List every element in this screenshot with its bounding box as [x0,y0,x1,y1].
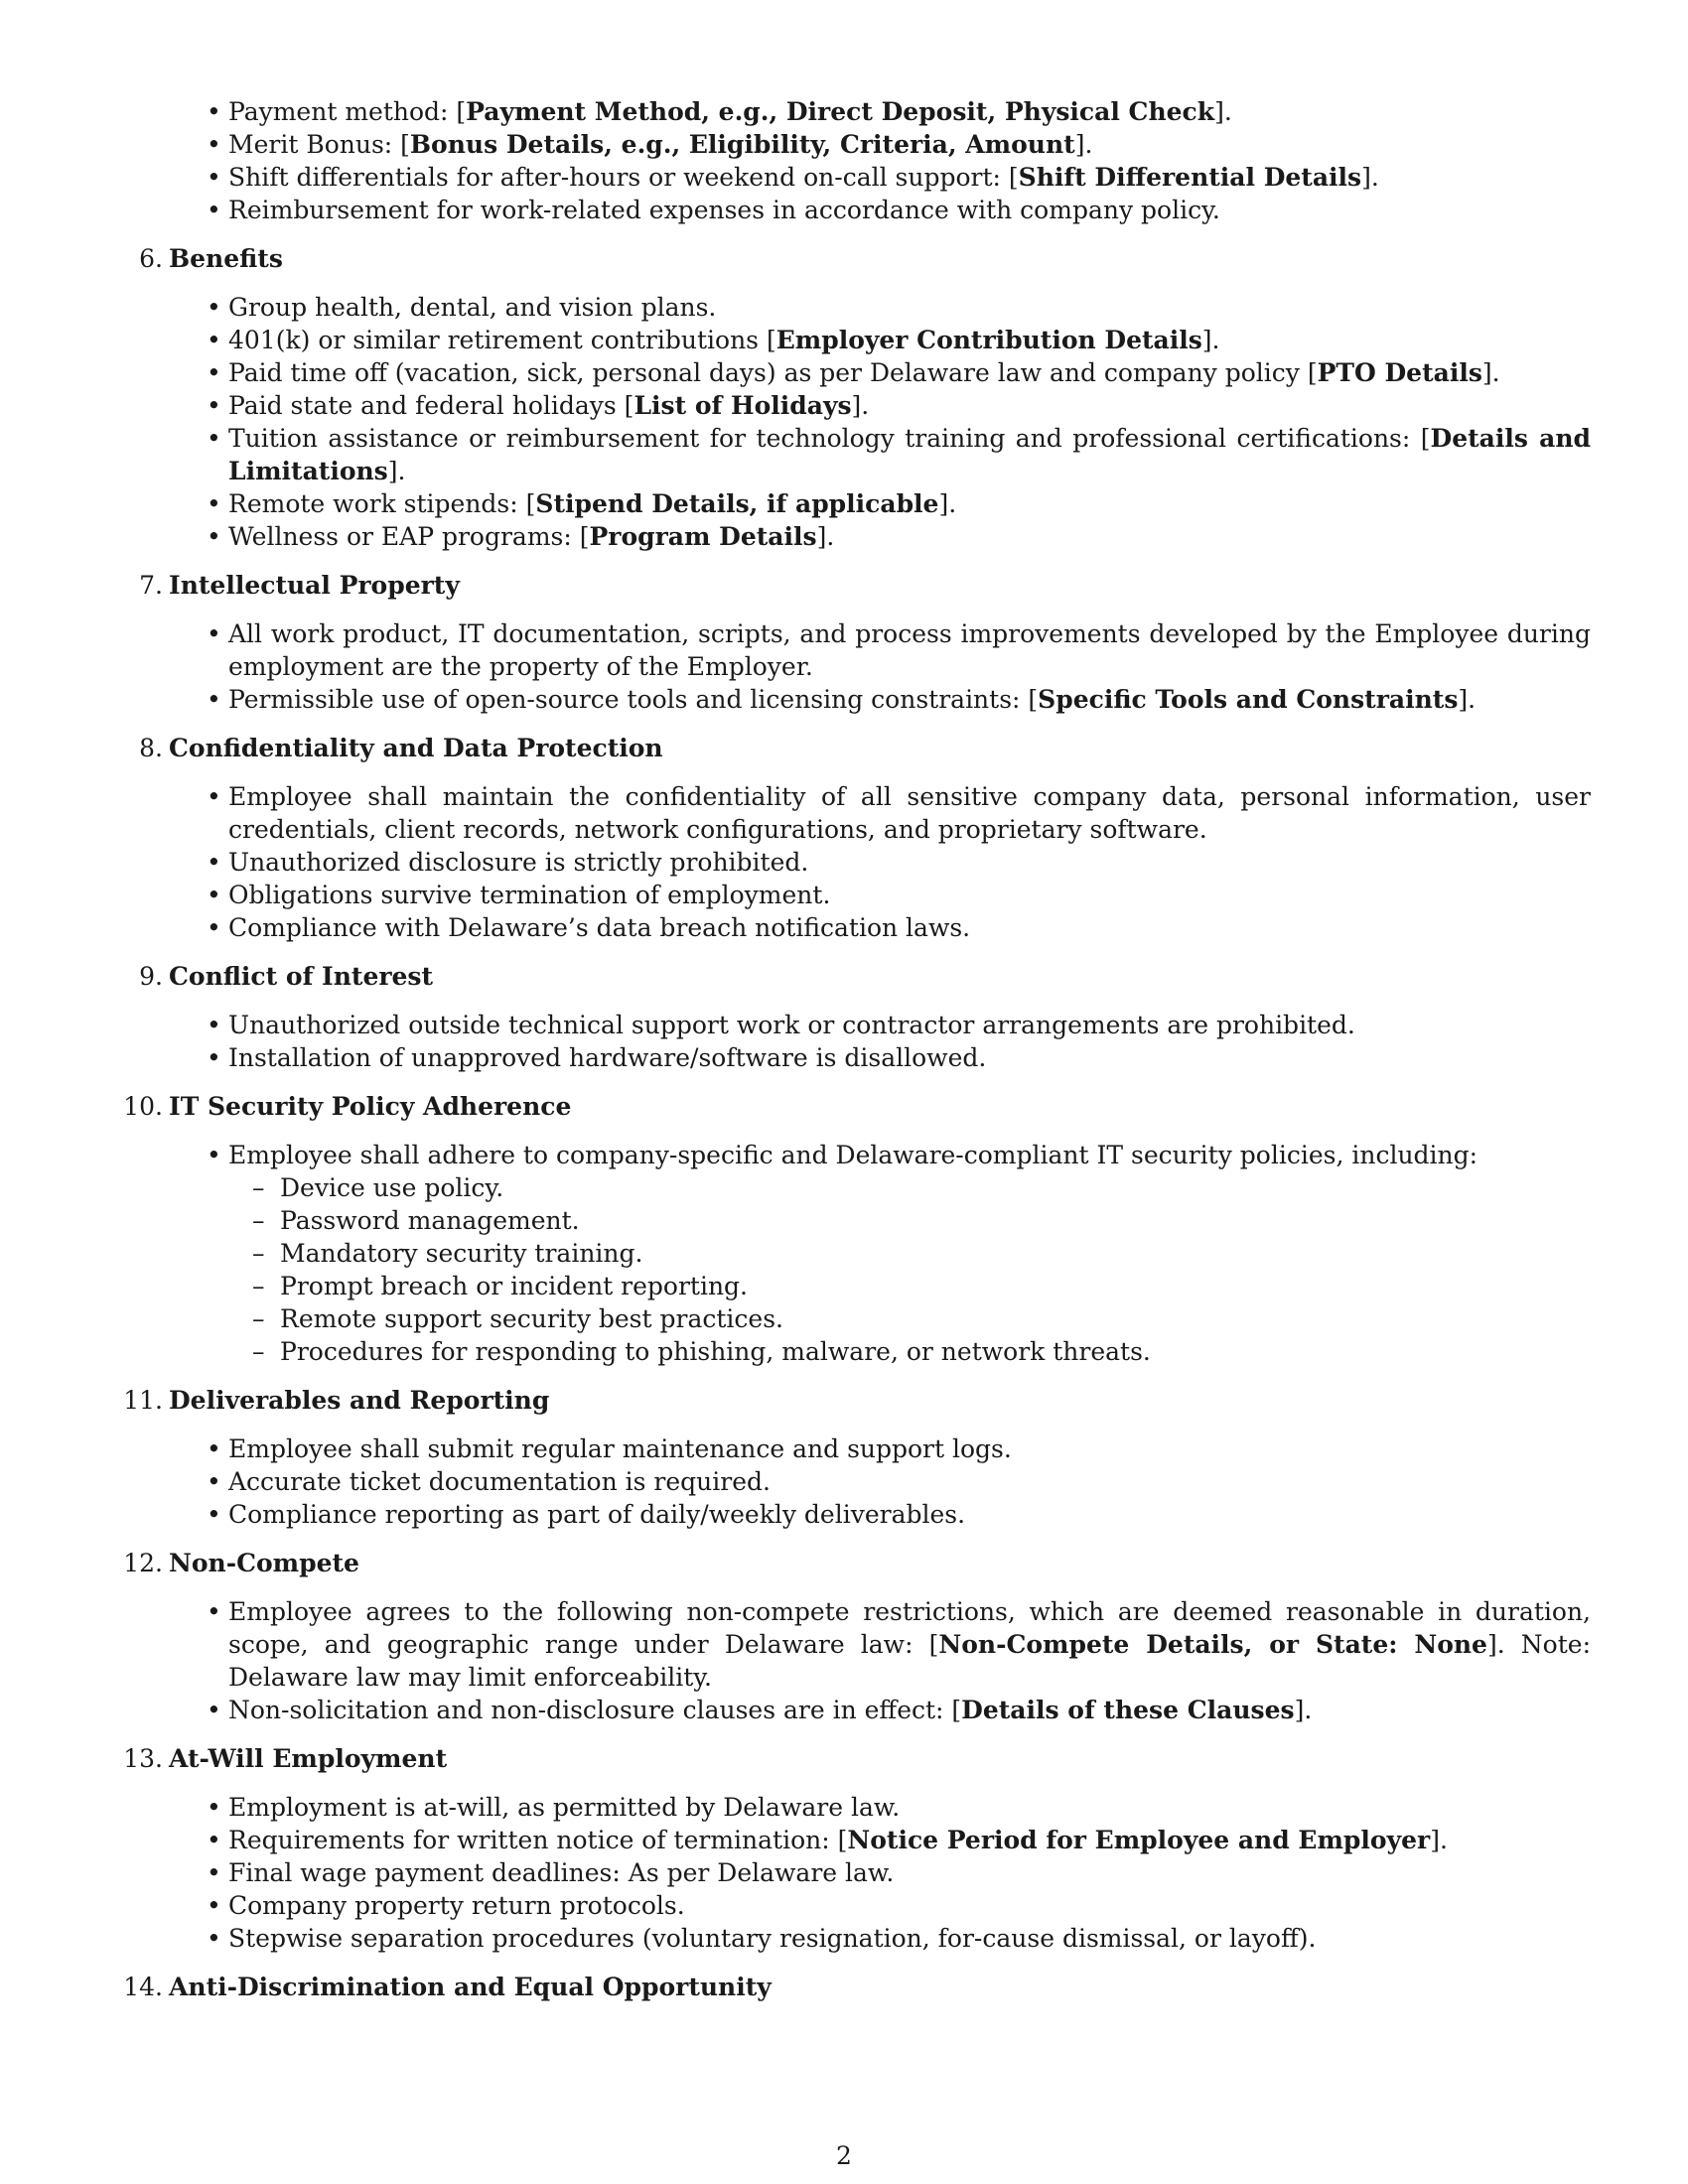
page-number: 2 [836,2141,852,2170]
item-text: Stepwise separation procedures (voluntary resignation, for-cause dismissal, or layoff). [228,1924,1317,1953]
item-text-end: ]. Note: Delaware law may limit enforceability. [228,1630,1591,1692]
placeholder-field: Non-Compete Details, or State: None [938,1630,1487,1659]
bullet-list [111,291,1591,553]
list-item [111,95,1591,128]
list-item [111,1498,1591,1531]
placeholder-field: Bonus Details, e.g., Eligibility, Criteria, Amount [409,130,1075,159]
intro-bullet-list [111,95,1591,226]
bullet-list [111,1139,1591,1368]
bullet-list [111,617,1591,716]
list-item [111,128,1591,161]
placeholder-field: Details and Limitations [228,424,1591,485]
item-text: Group health, dental, and vision plans. [228,293,717,322]
section-title: Confidentiality and Data Protection [169,734,663,762]
item-text-end: ]. [1201,326,1220,354]
list-item [111,1922,1591,1955]
sub-list-item: – Device use policy. [228,1171,1591,1204]
list-item [111,1041,1591,1074]
placeholder-field: List of Holidays [633,391,852,420]
section-heading [111,1384,1591,1417]
list-item [111,1856,1591,1889]
section-heading [111,1742,1591,1775]
item-text: Permissible use of open-source tools and licensing constraints: [ [228,685,1039,714]
bullet-list [111,1009,1591,1074]
section-number: 14 . [111,1971,163,2003]
section-title: Non-Compete [169,1549,359,1577]
item-text-end: ]. [1361,163,1379,192]
item-text: Employee shall submit regular maintenance and support logs. [228,1434,1012,1463]
item-text-end: ]. [387,457,406,485]
list-item [111,780,1591,846]
bullet-list [111,1595,1591,1726]
placeholder-field: PTO Details [1317,358,1482,387]
section-heading [111,960,1591,993]
list-item [111,194,1591,226]
section [111,1971,1591,2003]
list-item [111,1889,1591,1922]
list-item [111,161,1591,194]
item-text-end: ]. [1458,685,1477,714]
section-number: 8 . [111,732,163,764]
section-heading [111,1547,1591,1579]
item-text: Tuition assistance or reimbursement for technology training and professional certifications: [ [228,424,1431,453]
placeholder-field: Stipend Details, if applicable [535,489,939,518]
item-text: Company property return protocols. [228,1891,685,1920]
document-body [111,95,1591,2019]
item-text: Non-solicitation and non-disclosure clauses are in effect: [ [228,1696,962,1724]
placeholder-field: Payment Method, e.g., Direct Deposit, Physical Check [466,97,1215,126]
section-heading [111,1971,1591,2003]
item-text: Wellness or EAP programs: [ [228,522,590,551]
section-title: Conflict of Interest [169,962,434,991]
list-item [111,1465,1591,1498]
section-number: 11 . [111,1384,163,1417]
list-item [111,1139,1591,1368]
section [111,1547,1591,1726]
section-heading [111,1090,1591,1123]
section-heading [111,732,1591,764]
list-item [111,324,1591,356]
list-item [111,879,1591,911]
item-text: Accurate ticket documentation is required. [228,1467,771,1496]
list-item [111,487,1591,520]
list-item [111,1595,1591,1694]
bullet-list [111,1433,1591,1531]
item-text: Unauthorized disclosure is strictly prohibited. [228,848,809,877]
list-item [111,911,1591,944]
item-text-end: ]. [938,489,957,518]
placeholder-field: Shift Differential Details [1018,163,1362,192]
bullet-list [111,780,1591,944]
item-text: Requirements for written notice of termination: [ [228,1826,848,1854]
item-text: Reimbursement for work-related expenses in accordance with company policy. [228,196,1220,224]
item-text: Paid time off (vacation, sick, personal days) as per Delaware law and company policy [ [228,358,1318,387]
section [111,242,1591,553]
section-number: 13 . [111,1742,163,1775]
section-title: Deliverables and Reporting [169,1386,550,1415]
item-text: Unauthorized outside technical support work or contractor arrangements are prohibited. [228,1011,1355,1039]
section-number: 10 . [111,1090,163,1123]
list-item [111,520,1591,553]
sub-list-item: – Prompt breach or incident reporting. [228,1270,1591,1302]
item-text: Merit Bonus: [ [228,130,410,159]
sub-list-item: – Mandatory security training. [228,1237,1591,1270]
sub-list [228,1171,1591,1368]
item-text: Employee shall adhere to company-specific and Delaware-compliant IT security policies, including: [228,1141,1478,1169]
item-text-end: ]. [1430,1826,1448,1854]
item-text-end: ]. [1074,130,1093,159]
list-item [111,617,1591,683]
section [111,1384,1591,1531]
section-number: 9 . [111,960,163,993]
item-text-end: ]. [1294,1696,1313,1724]
item-text-end: ]. [1214,97,1232,126]
placeholder-field: Details of these Clauses [961,1696,1295,1724]
sub-list-item: – Procedures for responding to phishing, malware, or network threats. [228,1335,1591,1368]
section-title: At-Will Employment [169,1744,448,1773]
placeholder-field: Specific Tools and Constraints [1038,685,1459,714]
list-item [111,1433,1591,1465]
section-list [111,242,1591,2003]
item-text: All work product, IT documentation, scripts, and process improvements developed by the Employee during employment are the property of the Employer. [228,619,1591,681]
list-item [111,1791,1591,1824]
section [111,732,1591,944]
item-text: Compliance reporting as part of daily/weekly deliverables. [228,1500,966,1529]
section-heading [111,569,1591,602]
section [111,960,1591,1074]
section-title: Benefits [169,244,283,273]
placeholder-field: Employer Contribution Details [775,326,1202,354]
section-number: 12 . [111,1547,163,1579]
item-text: Employee agrees to the following non-compete restrictions, which are deemed reasonable in duration, scope, and geographic range under Delaware law: [ [228,1597,1591,1659]
item-text-end: ]. [1481,358,1500,387]
sub-list-item: – Remote support security best practices. [228,1302,1591,1335]
item-text: Payment method: [ [228,97,467,126]
list-item [111,422,1591,487]
item-text-end: ]. [816,522,835,551]
item-text: Compliance with Delaware’s data breach notification laws. [228,913,971,942]
section [111,1742,1591,1955]
list-item [111,1009,1591,1041]
list-item [111,356,1591,389]
list-item [111,846,1591,879]
sub-list-item: – Password management. [228,1204,1591,1237]
item-text: Shift differentials for after-hours or weekend on-call support: [ [228,163,1019,192]
list-item [111,1824,1591,1856]
section-title: IT Security Policy Adherence [169,1092,572,1121]
section [111,1090,1591,1368]
section-heading [111,242,1591,275]
list-item [111,291,1591,324]
item-text-end: ]. [851,391,870,420]
bullet-list [111,1791,1591,1955]
item-text: Remote work stipends: [ [228,489,536,518]
item-text: Final wage payment deadlines: As per Delaware law. [228,1858,895,1887]
list-item [111,683,1591,716]
section-title: Anti-Discrimination and Equal Opportunity [169,1973,772,2001]
placeholder-field: Program Details [589,522,817,551]
item-text: Paid state and federal holidays [ [228,391,634,420]
section-number: 6 . [111,242,163,275]
section-title: Intellectual Property [169,571,460,600]
item-text: Employee shall maintain the confidentiality of all sensitive company data, personal information, user credentials, client records, network configurations, and proprietary software. [228,782,1591,844]
item-text: Installation of unapproved hardware/software is disallowed. [228,1043,987,1072]
placeholder-field: Notice Period for Employee and Employer [847,1826,1431,1854]
item-text: Employment is at-will, as permitted by Delaware law. [228,1793,901,1822]
item-text: Obligations survive termination of employment. [228,881,831,909]
section-number: 7 . [111,569,163,602]
item-text: 401(k) or similar retirement contributions [ [228,326,776,354]
list-item [111,1694,1591,1726]
list-item [111,389,1591,422]
section [111,569,1591,716]
